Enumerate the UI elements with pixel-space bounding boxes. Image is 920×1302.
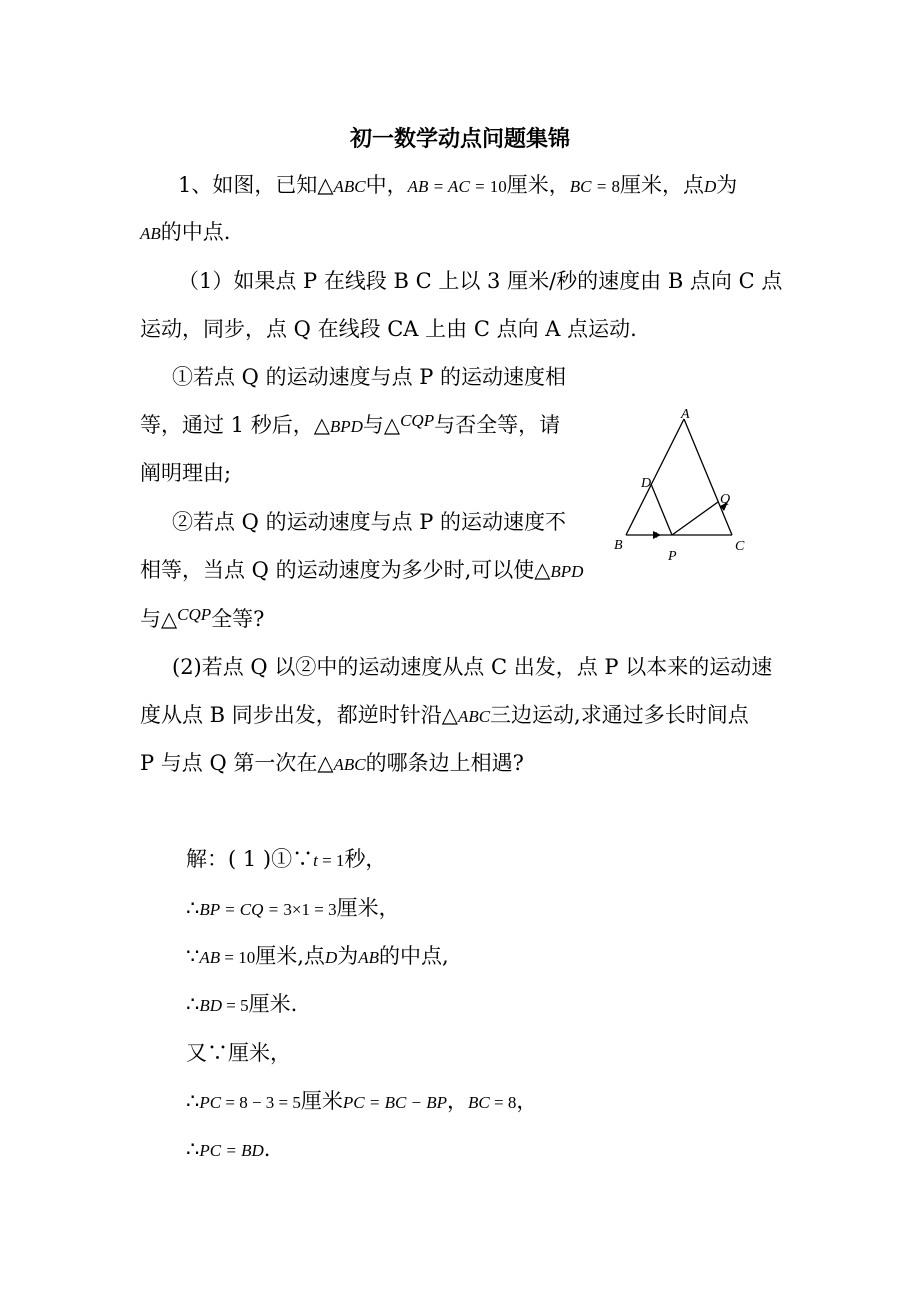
solution-line-5: 又∵厘米， — [186, 1041, 291, 1065]
problem-line-2 — [140, 217, 230, 249]
text: 厘米，点 — [619, 173, 704, 197]
page-title: 初一数学动点问题集锦 — [349, 126, 570, 152]
solution-line-3 — [186, 941, 449, 973]
text: 等，通过 1 秒后，△ — [140, 413, 330, 437]
text: 的哪条边上相遇? — [365, 751, 524, 775]
problem-line-10 — [140, 604, 264, 636]
math: AB — [199, 948, 221, 967]
math: = 8 — [489, 1093, 517, 1112]
math: = 8 − 3 = 5 — [221, 1093, 301, 1112]
text: 与否全等，请 — [434, 413, 561, 437]
text: ∴ — [186, 1089, 200, 1113]
problem-line-8: ②若点 Q 的运动速度与点 P 的运动速度不 — [172, 510, 567, 534]
math: BPD — [550, 562, 584, 581]
text: ∵ — [186, 944, 200, 968]
label-b: B — [614, 538, 623, 553]
text: . — [263, 1137, 271, 1161]
math: BC = — [569, 177, 612, 196]
text: ， — [447, 1089, 469, 1113]
text: 1、如图，已知△ — [178, 173, 334, 197]
solution-line-1 — [186, 844, 386, 876]
triangle-figure — [605, 405, 765, 560]
segment-dp — [651, 484, 672, 535]
solution-line-7 — [186, 1134, 270, 1166]
text: 的中点, — [379, 944, 449, 968]
problem-line-6 — [140, 410, 560, 442]
text: 中， — [365, 173, 408, 197]
math: CQP — [400, 411, 435, 430]
solution-line-6 — [186, 1086, 537, 1118]
label-d: D — [641, 476, 652, 491]
text: P 与点 Q 第一次在△ — [140, 751, 334, 775]
text: 与△ — [362, 413, 401, 437]
text: 厘米， — [506, 173, 570, 197]
problem-line-13 — [140, 748, 524, 780]
text: 厘米,点 — [255, 944, 325, 968]
math: = 1 — [317, 851, 345, 870]
math: CQP — [177, 605, 212, 624]
math: ABC — [333, 177, 366, 196]
math: PC = BC − BP — [342, 1093, 448, 1112]
text: ， — [516, 1089, 538, 1113]
side-ac — [684, 419, 732, 535]
math: AB — [358, 948, 379, 967]
label-p: P — [668, 549, 677, 560]
math: BP = CQ = — [199, 900, 284, 919]
math: = 10 — [220, 948, 256, 967]
math: AB — [140, 224, 161, 243]
side-ab — [626, 419, 684, 535]
problem-line-7: 阐明理由; — [140, 461, 232, 485]
problem-line-3: （1）如果点 P 在线段 B C 上以 3 厘米/秒的速度由 B 点向 C 点 — [178, 269, 783, 293]
math: PC — [199, 1093, 222, 1112]
math: 8 — [611, 177, 620, 196]
problem-line-5: ①若点 Q 的运动速度与点 P 的运动速度相 — [172, 365, 567, 389]
math: 10 — [489, 177, 507, 196]
text: 三边运动,求通过多长时间点 — [490, 703, 749, 727]
math: D — [703, 177, 717, 196]
text: 解：( 1 )①∵ — [186, 847, 314, 871]
problem-line-12 — [140, 700, 749, 732]
math: BD — [199, 996, 223, 1015]
label-c: C — [735, 539, 745, 554]
math: t — [313, 851, 318, 870]
math: BC — [468, 1093, 490, 1112]
text: 全等? — [211, 607, 265, 631]
math: ABC — [457, 707, 491, 726]
text: 与△ — [140, 607, 178, 631]
math: = 5 — [222, 996, 249, 1015]
math: ABC — [333, 755, 366, 774]
math: 3×1 = 3 — [283, 900, 337, 919]
problem-line-1 — [178, 170, 737, 202]
problem-line-9 — [140, 555, 583, 587]
text: 为 — [337, 944, 359, 968]
text: ∴ — [186, 896, 200, 920]
solution-line-2 — [186, 893, 400, 925]
text: 秒， — [344, 847, 387, 871]
text: 相等，当点 Q 的运动速度为多少时,可以使△ — [140, 558, 551, 582]
solution-line-4 — [186, 989, 297, 1021]
text: 厘米， — [336, 896, 400, 920]
text: 厘米. — [248, 992, 298, 1016]
text: ∴ — [186, 992, 200, 1016]
label-q: Q — [720, 492, 731, 507]
problem-line-11: (2)若点 Q 以②中的运动速度从点 C 出发，点 P 以本来的运动速 — [172, 655, 773, 679]
math: BPD — [329, 417, 363, 436]
problem-line-4: 运动，同步，点 Q 在线段 CA 上由 C 点向 A 点运动. — [140, 317, 637, 341]
math: PC = BD — [199, 1141, 264, 1160]
math: D — [324, 948, 338, 967]
text: 厘米 — [300, 1089, 343, 1113]
segment-pq — [672, 502, 718, 535]
text: 的中点. — [160, 220, 231, 244]
text: 为 — [716, 173, 738, 197]
label-a: A — [681, 407, 690, 422]
text: ∴ — [186, 1137, 200, 1161]
text: 度从点 B 同步出发，都逆时针沿△ — [140, 703, 458, 727]
math: AB = AC = — [407, 177, 490, 196]
